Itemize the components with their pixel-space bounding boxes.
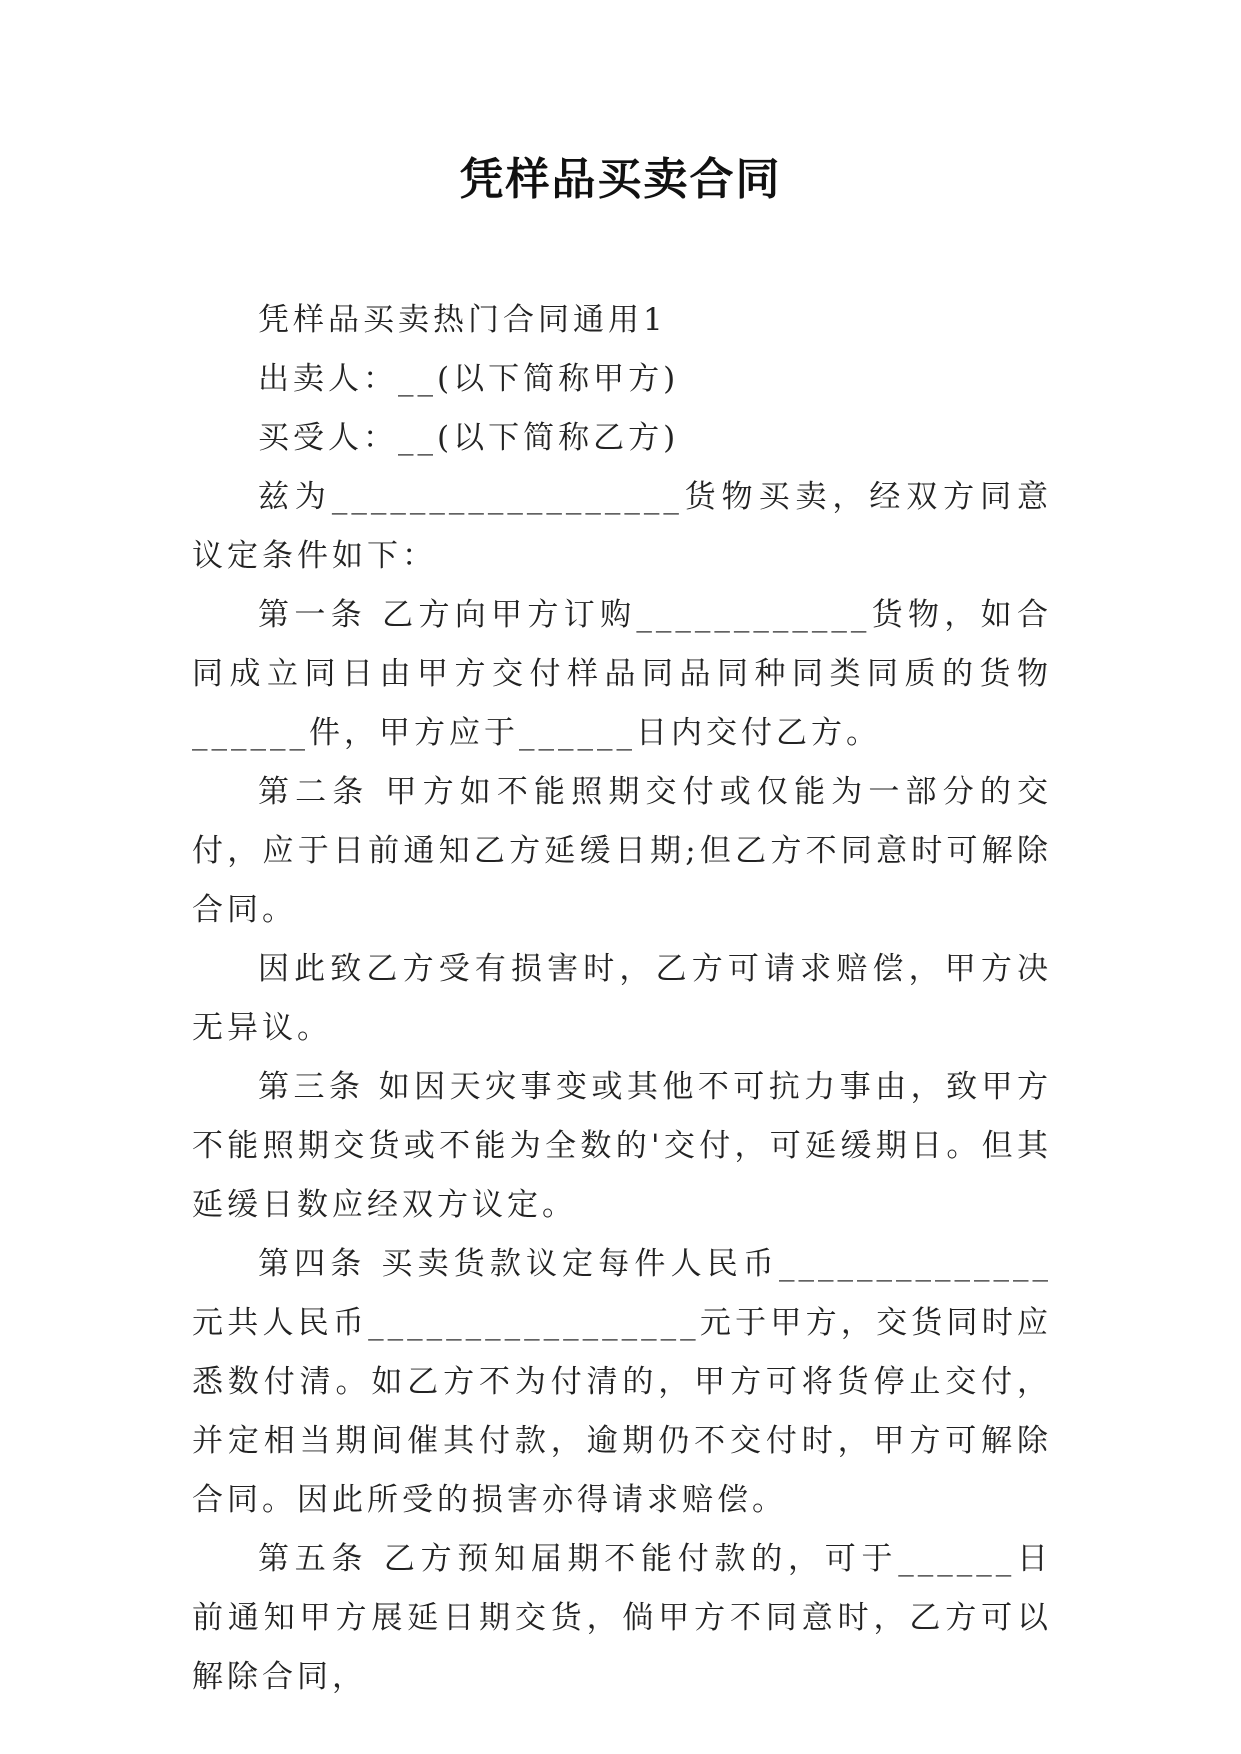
- paragraph-seller: 出卖人：__(以下简称甲方): [258, 361, 680, 397]
- paragraph-buyer: 买受人：__(以下简称乙方): [258, 420, 680, 456]
- document-title: 凭样品买卖合同: [459, 154, 782, 205]
- paragraph-heading-line: 凭样品买卖热门合同通用1: [258, 302, 667, 338]
- paragraph-article-5: 第五条 乙方预知届期不能付款的，可于______日前通知甲方展延日期交货，倘甲方不同意时，乙方可以解除合同，: [192, 1541, 1052, 1695]
- paragraph-article-4: 第四条 买卖货款议定每件人民币______________元共人民币_________________元于甲方，交货同时应悉数付清。如乙方不为付清的，甲方可将货停止交付，并定相当期间催其付款，逾期仍不交付时，甲方可解除合同。因此所受的损害亦得请求赔偿。: [192, 1246, 1052, 1518]
- document-body: [192, 291, 1052, 1707]
- paragraph-article-3: 第三条 如因天灾事变或其他不可抗力事由，致甲方不能照期交货或不能为全数的'交付，可延缓期日。但其延缓日数应经双方议定。: [192, 1069, 1052, 1223]
- paragraph-article-1: 第一条 乙方向甲方订购____________货物，如合同成立同日由甲方交付样品同品同种同类同质的货物______件，甲方应于______日内交付乙方。: [192, 597, 1052, 751]
- paragraph-article-2: 第二条 甲方如不能照期交付或仅能为一部分的交付，应于日前通知乙方延缓日期;但乙方不同意时可解除合同。: [192, 774, 1052, 928]
- paragraph-preamble: 兹为__________________货物买卖，经双方同意议定条件如下：: [192, 479, 1052, 574]
- paragraph-article-2-continued: 因此致乙方受有损害时，乙方可请求赔偿，甲方决无异议。: [192, 951, 1052, 1046]
